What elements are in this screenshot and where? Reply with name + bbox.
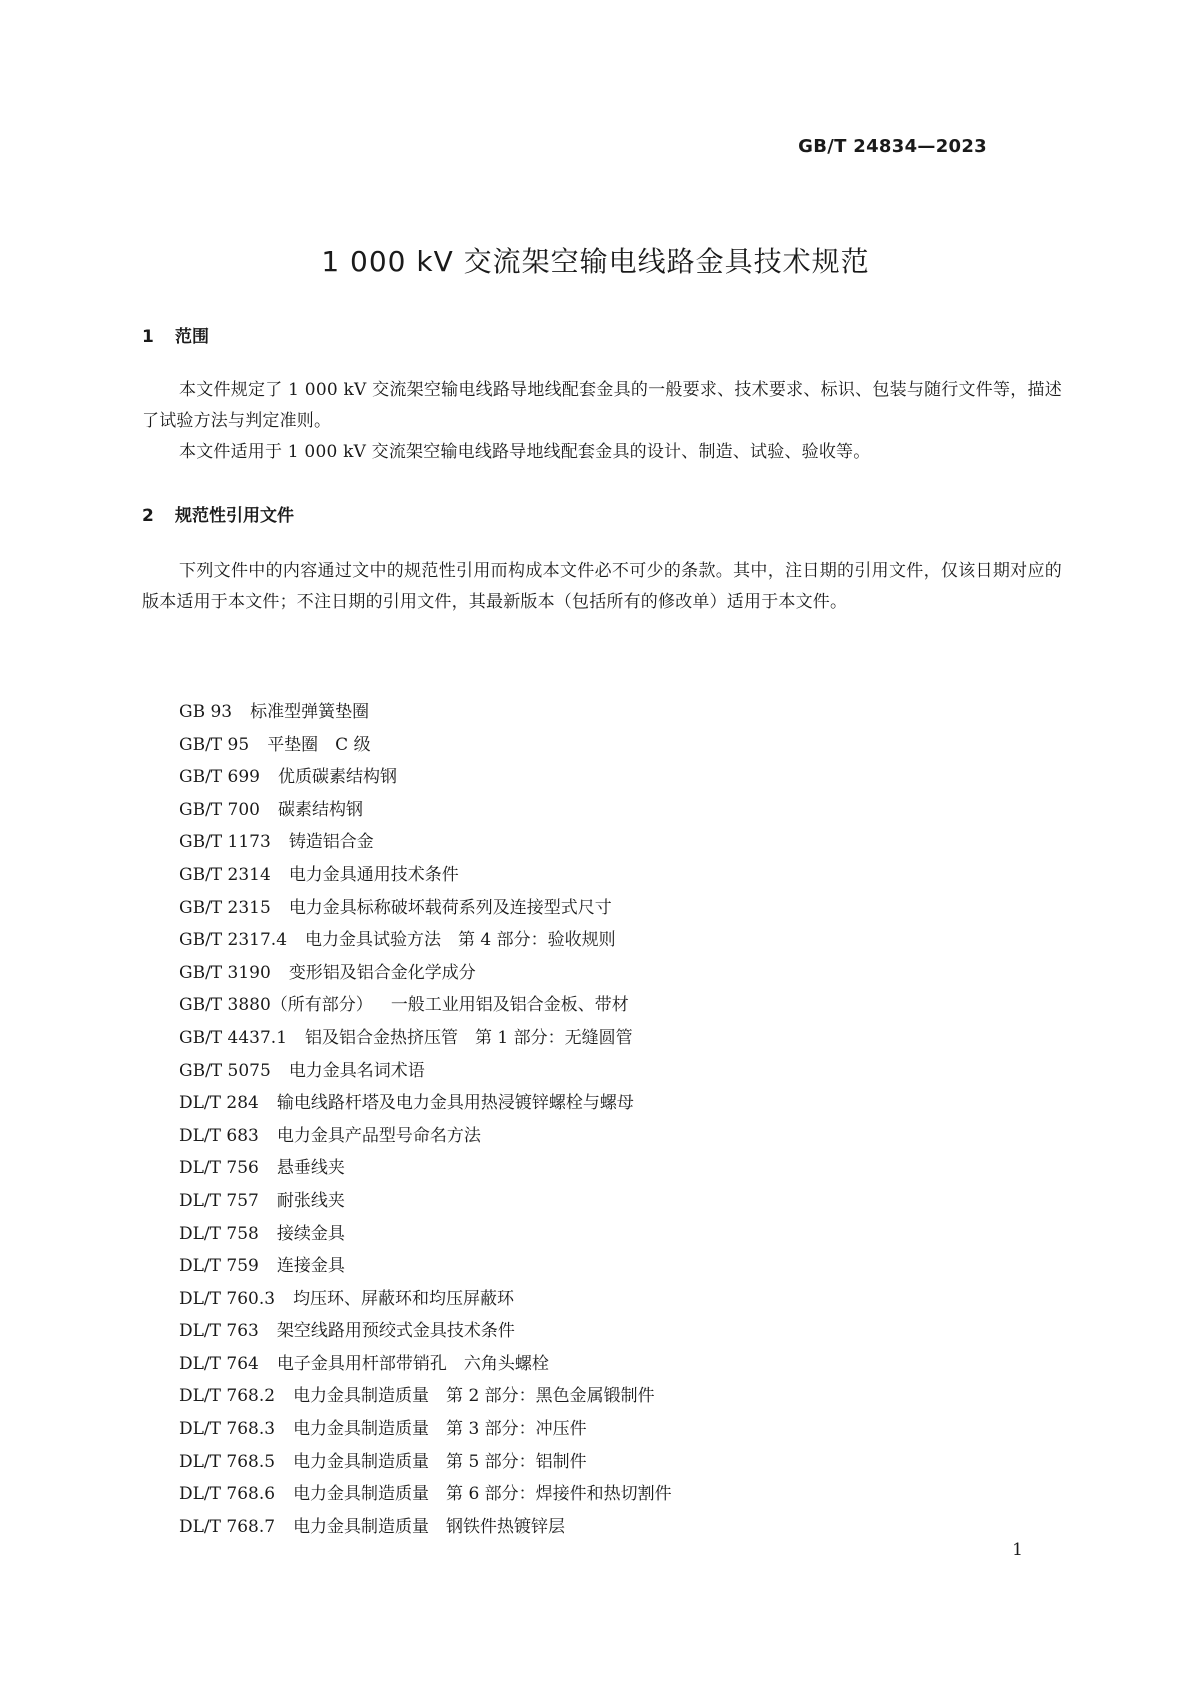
reference-item <box>179 1152 672 1185</box>
reference-code: DL/T 760.3 <box>179 1288 276 1309</box>
reference-code: GB/T 2317.4 <box>179 930 288 951</box>
reference-title: 平垫圈 C 级 <box>267 734 371 755</box>
document-title: 1 000 kV 交流架空输电线路金具技术规范 <box>321 245 870 278</box>
reference-item <box>179 1283 672 1316</box>
section-2-title: 规范性引用文件 <box>175 506 294 526</box>
section-1-title: 范围 <box>175 327 209 347</box>
reference-item <box>179 1511 672 1544</box>
reference-title: 架空线路用预绞式金具技术条件 <box>276 1321 515 1342</box>
reference-title: 电力金具制造质量 第 5 部分：铝制件 <box>293 1451 587 1472</box>
reference-item <box>179 989 672 1022</box>
normative-reference-list <box>179 696 672 1543</box>
section-2-heading <box>142 501 294 526</box>
reference-title: 接续金具 <box>276 1223 345 1244</box>
section-1-number: 1 <box>142 327 154 347</box>
reference-code: DL/T 284 <box>179 1093 259 1114</box>
reference-code: DL/T 768.2 <box>179 1386 276 1407</box>
reference-item <box>179 729 672 762</box>
reference-item <box>179 1120 672 1153</box>
reference-item <box>179 1087 672 1120</box>
reference-code: GB/T 3880（所有部分） <box>179 995 373 1016</box>
reference-code: GB/T 3190 <box>179 962 271 983</box>
reference-code: DL/T 756 <box>179 1158 259 1179</box>
reference-code: DL/T 757 <box>179 1190 259 1211</box>
reference-title: 电力金具通用技术条件 <box>288 864 459 885</box>
reference-code: GB/T 5075 <box>179 1060 271 1081</box>
page-number: 1 <box>1012 1540 1023 1560</box>
reference-title: 均压环、屏蔽环和均压屏蔽环 <box>293 1288 515 1309</box>
reference-code: DL/T 768.5 <box>179 1451 276 1472</box>
reference-code: DL/T 768.7 <box>179 1516 276 1537</box>
reference-title: 铝及铝合金热挤压管 第 1 部分：无缝圆管 <box>305 1027 633 1048</box>
reference-code: GB/T 700 <box>179 799 260 820</box>
reference-item <box>179 1250 672 1283</box>
reference-code: DL/T 768.3 <box>179 1419 276 1440</box>
reference-code: DL/T 763 <box>179 1321 259 1342</box>
reference-title: 碳素结构钢 <box>278 799 363 820</box>
reference-title: 电力金具产品型号命名方法 <box>276 1125 481 1146</box>
reference-title: 电子金具用杆部带销孔 六角头螺栓 <box>276 1353 549 1374</box>
section-2-number: 2 <box>142 506 154 526</box>
reference-title: 变形铝及铝合金化学成分 <box>288 962 476 983</box>
reference-title: 优质碳素结构钢 <box>278 767 397 788</box>
reference-item <box>179 1055 672 1088</box>
reference-title: 电力金具名词术语 <box>288 1060 425 1081</box>
reference-title: 电力金具制造质量 第 6 部分：焊接件和热切割件 <box>293 1484 672 1505</box>
section-2-intro: 下列文件中的内容通过文中的规范性引用而构成本文件必不可少的条款。其中，注日期的引用文件，仅该日期对应的版本适用于本文件；不注日期的引用文件，其最新版本（包括所有的修改单）适用于本文件。 <box>142 561 1062 612</box>
reference-item <box>179 1413 672 1446</box>
reference-code: GB/T 4437.1 <box>179 1027 288 1048</box>
section-1-paragraph-2: 本文件适用于 1 000 kV 交流架空输电线路导地线配套金具的设计、制造、试验、验收等。 <box>179 442 871 462</box>
reference-code: GB/T 2315 <box>179 897 271 918</box>
reference-code: GB/T 699 <box>179 767 260 788</box>
reference-code: GB/T 2314 <box>179 864 271 885</box>
reference-code: GB/T 1173 <box>179 832 271 853</box>
reference-item <box>179 1022 672 1055</box>
reference-title: 耐张线夹 <box>276 1190 345 1211</box>
reference-item <box>179 1380 672 1413</box>
reference-title: 输电线路杆塔及电力金具用热浸镀锌螺栓与螺母 <box>276 1093 634 1114</box>
reference-code: DL/T 758 <box>179 1223 259 1244</box>
reference-item <box>179 957 672 990</box>
reference-item <box>179 1446 672 1479</box>
reference-title: 悬垂线夹 <box>276 1158 345 1179</box>
reference-title: 电力金具试验方法 第 4 部分：验收规则 <box>305 930 616 951</box>
reference-item <box>179 1348 672 1381</box>
reference-code: GB/T 95 <box>179 734 250 755</box>
reference-item <box>179 859 672 892</box>
reference-title: 电力金具制造质量 第 3 部分：冲压件 <box>293 1419 587 1440</box>
reference-item <box>179 761 672 794</box>
reference-item <box>179 1315 672 1348</box>
reference-item <box>179 794 672 827</box>
reference-item <box>179 924 672 957</box>
reference-item <box>179 1185 672 1218</box>
reference-code: GB 93 <box>179 702 233 722</box>
section-1-paragraph-1: 本文件规定了 1 000 kV 交流架空输电线路导地线配套金具的一般要求、技术要求、标识、包装与随行文件等，描述了试验方法与判定准则。 <box>142 380 1062 431</box>
reference-item <box>179 892 672 925</box>
reference-title: 连接金具 <box>276 1256 345 1277</box>
reference-code: DL/T 759 <box>179 1256 259 1277</box>
reference-title: 一般工业用铝及铝合金板、带材 <box>390 995 629 1016</box>
reference-code: DL/T 683 <box>179 1125 259 1146</box>
reference-item <box>179 1478 672 1511</box>
reference-code: DL/T 768.6 <box>179 1484 276 1505</box>
reference-title: 电力金具标称破坏载荷系列及连接型式尺寸 <box>288 897 612 918</box>
reference-title: 电力金具制造质量 第 2 部分：黑色金属锻制件 <box>293 1386 655 1407</box>
section-1-heading <box>142 322 209 347</box>
reference-item <box>179 826 672 859</box>
reference-item <box>179 1218 672 1251</box>
standard-number: GB/T 24834—2023 <box>798 136 987 157</box>
reference-title: 标准型弹簧垫圈 <box>250 702 370 722</box>
reference-item <box>179 696 672 729</box>
reference-title: 电力金具制造质量 钢铁件热镀锌层 <box>293 1516 566 1537</box>
reference-code: DL/T 764 <box>179 1353 259 1374</box>
reference-title: 铸造铝合金 <box>288 832 374 853</box>
